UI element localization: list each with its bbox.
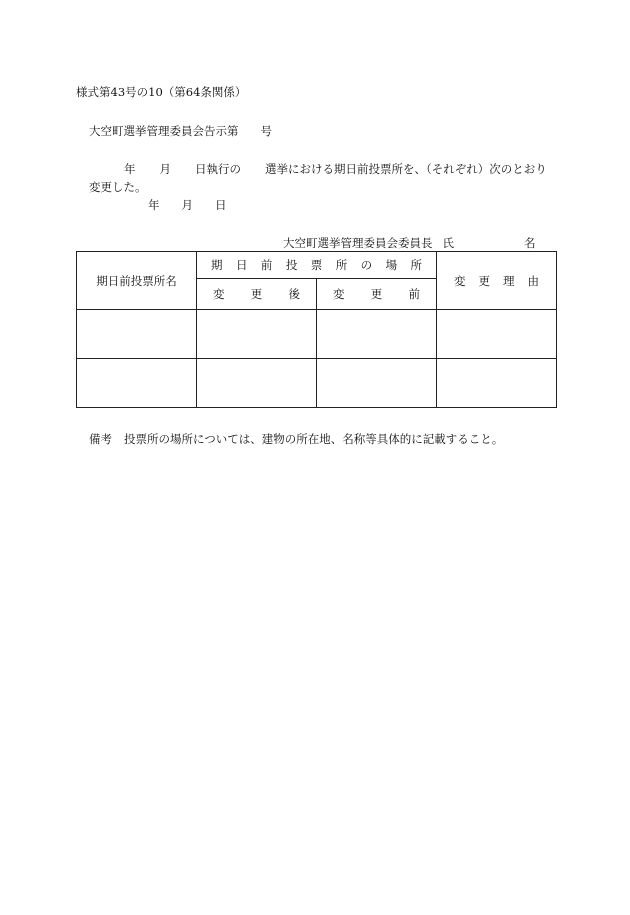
cell-place-name[interactable] [77,359,197,408]
location-header-char: 前 [260,258,273,272]
location-header-char: 場 [385,258,398,272]
reason-header-char: 更 [478,273,490,288]
cell-place-name[interactable] [77,310,197,359]
cell-reason[interactable] [437,359,557,408]
cell-after[interactable] [197,359,317,408]
body-line-2: 変更した。 [89,180,147,194]
reason-header-char: 理 [503,273,515,288]
location-header-char: 日 [235,258,248,272]
notice-suffix: 号 [260,124,272,138]
before-header-char: 前 [408,287,420,301]
month-label: 月 [159,162,171,176]
body-line-1 [124,162,547,176]
cell-before[interactable] [317,310,437,359]
col-header-before [317,279,437,310]
remarks [89,432,503,446]
reason-header-char: 変 [454,273,466,288]
date-line [148,198,227,212]
signature-shi: 氏 [442,236,454,250]
remarks-text: 投票所の場所については、建物の所在地、名称等具体的に記載すること。 [124,432,504,446]
form-header: 様式第43号の10（第64条関係） [76,85,247,99]
col-header-after [197,279,317,310]
table-row [77,359,557,408]
location-header-char: 所 [335,258,348,272]
notice-line [89,124,272,138]
before-header-char: 変 [333,287,345,301]
body-sentence: 選挙における期日前投票所を、（それぞれ）次のとおり [265,162,547,176]
location-header-char: 票 [310,258,323,272]
cell-after[interactable] [197,310,317,359]
cell-before[interactable] [317,359,437,408]
col-header-place-name: 期日前投票所名 [77,252,197,310]
location-change-table [76,251,557,408]
date-month: 月 [181,198,193,212]
year-label: 年 [124,162,136,176]
day-label: 日執行の [195,162,241,176]
date-day: 日 [215,198,227,212]
date-year: 年 [148,198,160,212]
after-header-char: 更 [250,287,263,301]
reason-header-char: 由 [527,273,539,288]
before-header-char: 更 [370,287,383,301]
signature-line [283,236,536,250]
col-header-location [197,252,437,279]
remarks-label: 備考 [89,432,112,446]
cell-reason[interactable] [437,310,557,359]
location-header-char: の [360,258,373,272]
table-row [77,310,557,359]
location-header-char: 所 [410,258,422,272]
col-header-reason [437,252,557,310]
signature-title: 大空町選挙管理委員会委員長 [283,236,433,250]
location-header-char: 投 [285,258,298,272]
location-header-char: 期 [211,258,223,272]
after-header-char: 変 [213,287,225,301]
signature-mei: 名 [524,236,536,250]
notice-prefix: 大空町選挙管理委員会告示第 [89,124,239,138]
after-header-char: 後 [288,287,300,301]
